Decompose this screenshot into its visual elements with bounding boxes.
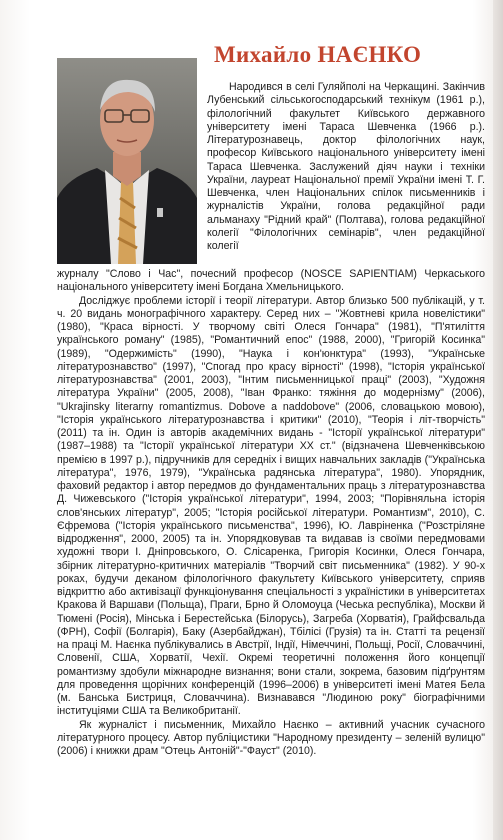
author-portrait-photo <box>57 58 197 264</box>
bio-journalist-paragraph: Як журналіст і письменник, Михайло Наєнко – активний учасник сучасного літературного процесу. Автор публіцистики "Народному президенту – зеленій вулицю" (2006) і книжки драм "Отець Антоній"-"Фауст" (2010). <box>57 718 485 757</box>
bio-intro-paragraph: Народився в селі Гуляйполі на Черкащині. Закінчив Лубенський сільськогосподарський технікум (1961 р.), філологічний факультет Київського державного університету імені Тараса Шевченка (1966 р.). Літературознавець, доктор філологічних наук, професор Київського національного університету імені Тараса Шевченка. Заслужений діяч науки і техніки України, лауреат Національної премії України імені Т. Г. Шевченка, член Національних спілок письменників і журналістів України, голова редакційної ради альманаху "Рідний край" (Полтава), голова редакційної колегії "Філологічних семінарів", член редакційної колегії <box>207 81 485 252</box>
bio-continuation-paragraph: журналу "Слово і Час", почесний професор (NOSCE SAPIENTIAM) Черкаського національного університету імені Богдана Хмельницького. <box>57 268 485 294</box>
bio-research-paragraph: Досліджує проблеми історії і теорії літератури. Автор близько 500 публікацій, у т. ч. 20 видань монографічного характеру. Серед них – "Жовтневі крила новелістики" (1980), "Краса вірності. У творчому світі Олеся Гончара" (1981), "П'ятиліття українського роману" (1985), "Романтичний епос" (1988, 2000), "Григорій Косинка" (1989), "Одержимість" (1990), "Наука і кон'юнктура" (1993), "Українське літературознавство" (1997), "Спогад про красу вірності" (1998), "Історія української літературознавства" (2001, 2003), "Інтим письменницької праці" (2003), "Художня література України" (2005, 2008), "Іван Франко: тяжіння до модернізму" (2006), "Ukrajinsky literarny romantizmus. Dobove a naddobove" (2006, словацькою мовою), "Історія українського літературознавства і критики" (2010), "Теорія і літ-творчість" (2011) та ін. Один із авторів академічних видань - "Історії української літератури" (1987–1988) та "Історії української літератури ХХ ст." (відзначена Шевченківською премією в 1997 р.), підручників для середніх і вищих навчальних закладів ("Українська література", 1976, 1979), "Українська радянська література", 1980). Упорядник, фаховий редактор і автор передмов до фундаментальних праць з літературознавства Д. Чижевського ("Історія української літератури", 1994, 2003; "Порівняльна історія слов'янських літератур", 2005; "Історія російської літератури. Романтизм", 2010), С. Єфремова ("Історія українського письменства", 1996), Ю. Лавріненка ("Розстріляне відродження", 2000, 2005) та ін. Упорядковував та видавав із своїми передмовами художні твори І. Дніпровського, О. Слісаренка, Григорія Косинки, Олеся Гончара, збірник літературно-критичних матеріалів "Творчий світ письменника" (1982). У 90-х роках, будучи деканом філологічного факультету Київського університету, сприяв відкриттю або активізації функціонування спеціальності з україністики в університетах Кракова й Варшави (Польща), Праги, Брно й Оломоуца (Чеська республіка), Москви й Тюмені (Росія), Мінська і Берестейська (Білорусь), Загреба (Хорватія), Грайфсвальда (ФРН), Софії (Болгарія), Баку (Азербайджан), Тбілісі (Грузія) та ін. Статті та рецензії на праці М. Наєнка публікувались в Австрії, Індії, Німеччині, Польщі, Росії, Словаччині, Словенії, США, Хорватії, Чехії. Окремі теоретичні положення його концепції романтизму здобули міжнародне визнання; вони стали, зокрема, базовим підґрунтям для проведення щорічних конференцій (1996–2006) в університеті імені Матея Бела (м. Банська Бистриця, Словаччина). Визнавався "Людиною року" біографічними інституціями США та Великобританії. <box>57 294 485 718</box>
cover-spine-edge <box>493 0 503 840</box>
author-name-heading: Михайло НАЄНКО <box>214 42 422 67</box>
bio-full-column <box>57 268 485 758</box>
portrait-photo-icon <box>57 58 197 264</box>
bio-side-column <box>207 81 485 253</box>
